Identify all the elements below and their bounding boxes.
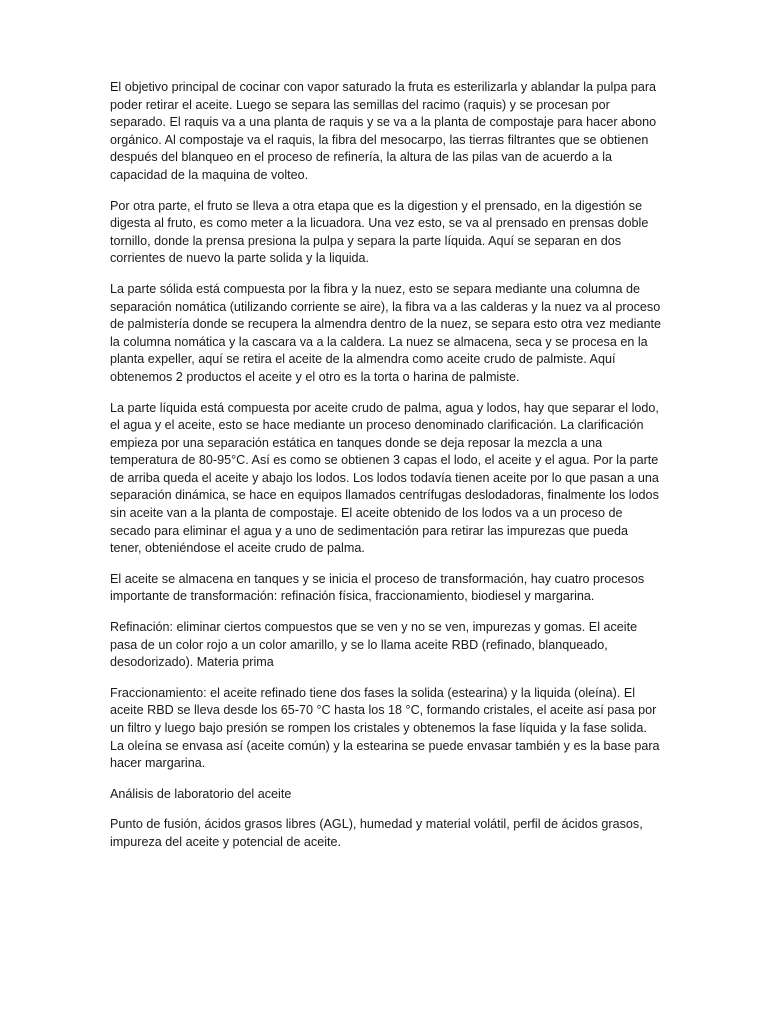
section-heading-analisis: Análisis de laboratorio del aceite bbox=[110, 786, 292, 801]
paragraph-transformacion: El aceite se almacena en tanques y se inicia el proceso de transformación, hay cuatro procesos importante de transformación: refinación física, fraccionamiento, biodiesel y margarina. bbox=[110, 571, 645, 604]
paragraph-digestion-prensado: Por otra parte, el fruto se lleva a otra etapa que es la digestion y el prensado, en la digestión se digesta al fruto, es como meter a la licuadora. Una vez esto, se va al prensado en prensas doble tornillo, donde la prensa presiona la pulpa y separa la parte líquida. Aquí se separan en dos corrientes de nuevo la parte solida y la liquida. bbox=[110, 198, 649, 266]
document-page bbox=[110, 79, 663, 865]
paragraph-parte-liquida: La parte líquida está compuesta por aceite crudo de palma, agua y lodos, hay que separar el lodo, el agua y el aceite, esto se hace mediante un proceso denominado clarificación. La clarificación empieza por una separación estática en tanques donde se deja reposar la mezcla a una temperatura de 80-95°C. Así es como se obtienen 3 capas el lodo, el aceite y el agua. Por la parte de arriba queda el aceite y abajo los lodos. Los lodos todavía tienen aceite por lo que pasan a una separación dinámica, se hace en equipos llamados centrífugas deslodadoras, finalmente los lodos sin aceite van a la planta de compostaje. El aceite obtenido de los lodos va a un proceso de secado para eliminar el agua y a uno de sedimentación para retirar las impurezas que pueda tener, obteniéndose el aceite crudo de palma. bbox=[110, 400, 659, 556]
paragraph-analisis: Punto de fusión, ácidos grasos libres (AGL), humedad y material volátil, perfil de ácidos grasos, impureza del aceite y potencial de aceite. bbox=[110, 817, 643, 849]
paragraph-refinacion: Refinación: eliminar ciertos compuestos que se ven y no se ven, impurezas y gomas. El aceite pasa de un color rojo a un color amarillo, y se lo llama aceite RBD (refinado, blanqueado, desodorizado). Materia prima bbox=[110, 620, 638, 670]
paragraph-fraccionamiento: Fraccionamiento: el aceite refinado tiene dos fases la solida (estearina) y la liquida (oleína). El aceite RBD se lleva desde los 65-70 °C hasta los 18 °C, formando cristales, el aceite así pasa por un filtro y luego bajo presión se rompen los cristales y obtenemos la fase líquida y la fase solida. La oleína se envasa así (aceite común) y la estearina se puede envasar también y es la base para hacer margarina. bbox=[110, 685, 660, 771]
paragraph-parte-solida: La parte sólida está compuesta por la fibra y la nuez, esto se separa mediante una columna de separación nomática (utilizando corriente se aire), la fibra va a las calderas y la nuez va al proceso de palmistería donde se recupera la almendra dentro de la nuez, se separa esto otra vez mediante la columna nomática y la cascara va a la caldera. La nuez se almacena, seca y se procesa en la planta expeller, aquí se retira el aceite de la almendra como aceite crudo de palmiste. Aquí obtenemos 2 productos el aceite y el otro es la torta o harina de palmiste. bbox=[110, 281, 661, 384]
paragraph-cocinado: El objetivo principal de cocinar con vapor saturado la fruta es esterilizarla y ablandar la pulpa para poder retirar el aceite. Luego se separa las semillas del racimo (raquis) y se procesan por separado. El raquis va a una planta de raquis y se va a la planta de compostaje para hacer abono orgánico. Al compostaje va el raquis, la fibra del mesocarpo, las tierras filtrantes que se obtienen después del blanqueo en el proceso de refinería, la altura de las pilas van de acuerdo a la capacidad de la maquina de volteo. bbox=[110, 80, 657, 182]
